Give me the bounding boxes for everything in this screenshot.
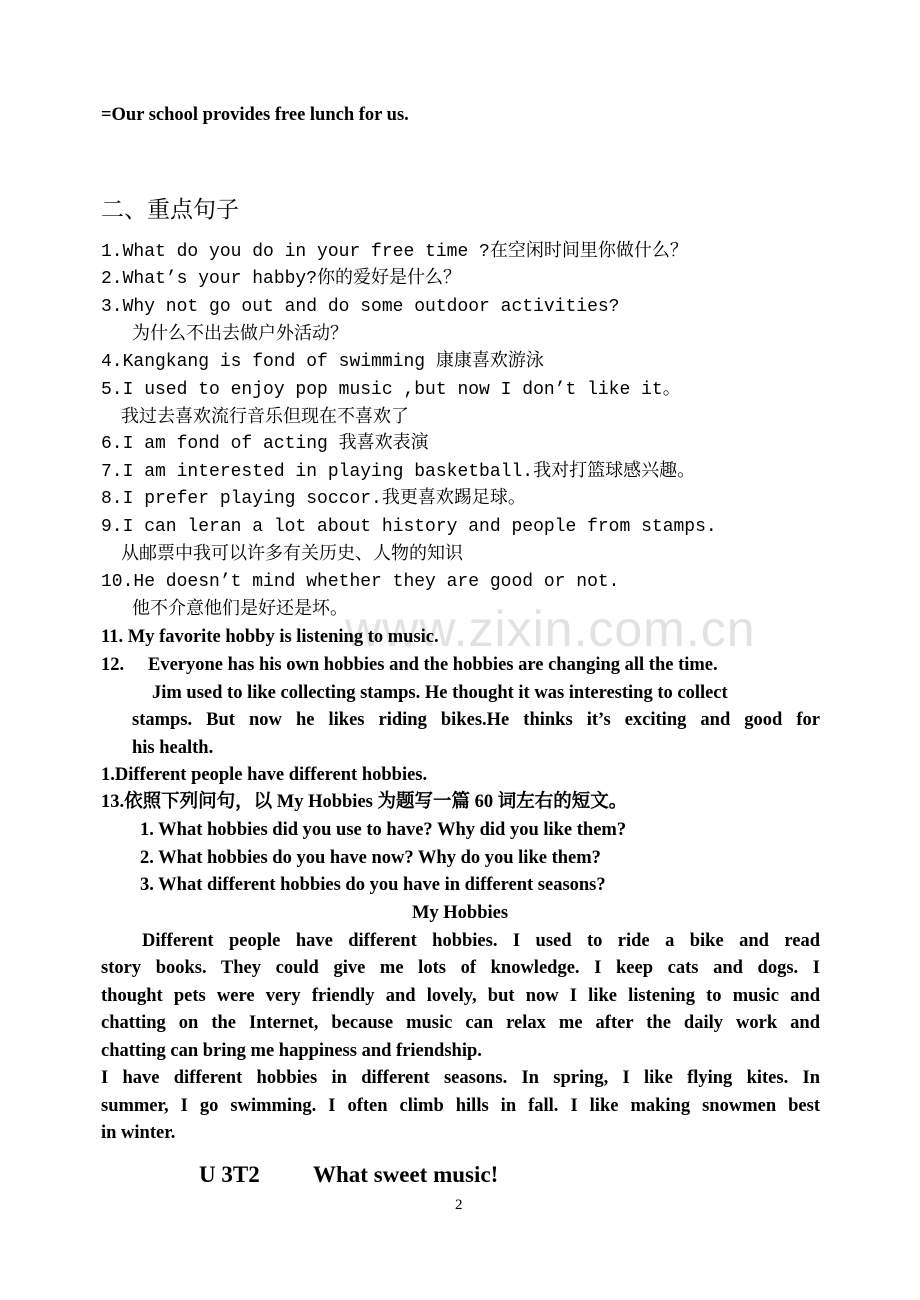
essay-line-1: Different people have different hobbies. I used to ride a bike and read (142, 931, 820, 951)
sentence-5-translation: 我过去喜欢流行音乐但现在不喜欢了 (121, 406, 409, 427)
sentence-12-passage-line-3: his health. (132, 738, 214, 758)
section-heading: 二、重点句子 (101, 197, 239, 223)
sentence-4: 4.Kangkang is fond of swimming 康康喜欢游泳 (101, 352, 544, 372)
intro-line: =Our school provides free lunch for us. (101, 105, 409, 125)
sentence-2: 2.What’s your habby?你的爱好是什么？ (101, 269, 462, 289)
sentence-12-passage-line-1: Jim used to like collecting stamps. He thought it was interesting to collect (152, 683, 728, 703)
sentence-11: 11. My favorite hobby is listening to music. (101, 627, 439, 647)
sentence-1: 1.What do you do in your free time ?在空闲时间里你做什么？ (101, 242, 688, 262)
sentence-10: 10.He doesn’t mind whether they are good or not. (101, 572, 620, 592)
sentence-8: 8.I prefer playing soccor.我更喜欢踢足球。 (101, 489, 526, 509)
essay-line-3: thought pets were very friendly and lovely, but now I like listening to music and (101, 986, 820, 1006)
sentence-3-translation: 为什么不出去做户外活动？ (132, 323, 348, 344)
question-2: 2. What hobbies do you have now? Why do you like them? (140, 848, 601, 868)
sentence-9-translation: 从邮票中我可以许多有关历史、人物的知识 (121, 543, 463, 564)
sentence-12-number: 12. (101, 655, 125, 675)
sentence-3: 3.Why not go out and do some outdoor activities? (101, 297, 620, 317)
sentence-13-task: 13.依照下列问句，以 My Hobbies 为题写一篇 60 词左右的短文。 (101, 792, 628, 812)
page-number: 2 (455, 1197, 463, 1213)
question-3: 3. What different hobbies do you have in different seasons? (140, 875, 606, 895)
unit-code: U 3T2 (199, 1162, 260, 1187)
essay-title: My Hobbies (411, 903, 509, 923)
unit-title: What sweet music! (313, 1162, 499, 1187)
sentence-1b: 1.Different people have different hobbies. (101, 765, 428, 785)
sentence-12: Everyone has his own hobbies and the hobbies are changing all the time. (148, 655, 718, 675)
sentence-12-passage-line-2: stamps. But now he likes riding bikes.He thinks it’s exciting and good for (132, 710, 820, 730)
essay-line-4: chatting on the Internet, because music can relax me after the daily work and (101, 1013, 820, 1033)
sentence-5: 5.I used to enjoy pop music ,but now I don’t like it。 (101, 380, 681, 400)
question-1: 1. What hobbies did you use to have? Why did you like them? (140, 820, 627, 840)
watermark: www.zixin.com.cn (345, 601, 756, 657)
essay-line-6: I have different hobbies in different seasons. In spring, I like flying kites. In (101, 1068, 820, 1088)
sentence-10-translation: 他不介意他们是好还是坏。 (132, 598, 348, 619)
sentence-9: 9.I can leran a lot about history and people from stamps. (101, 517, 717, 537)
sentence-6: 6.I am fond of acting 我喜欢表演 (101, 434, 429, 454)
essay-line-7: summer, I go swimming. I often climb hills in fall. I like making snowmen best (101, 1096, 820, 1116)
essay-line-5: chatting can bring me happiness and friendship. (101, 1041, 482, 1061)
essay-line-2: story books. They could give me lots of knowledge. I keep cats and dogs. I (101, 958, 820, 978)
sentence-7: 7.I am interested in playing basketball.我对打篮球感兴趣。 (101, 462, 696, 482)
essay-line-8: in winter. (101, 1123, 176, 1143)
